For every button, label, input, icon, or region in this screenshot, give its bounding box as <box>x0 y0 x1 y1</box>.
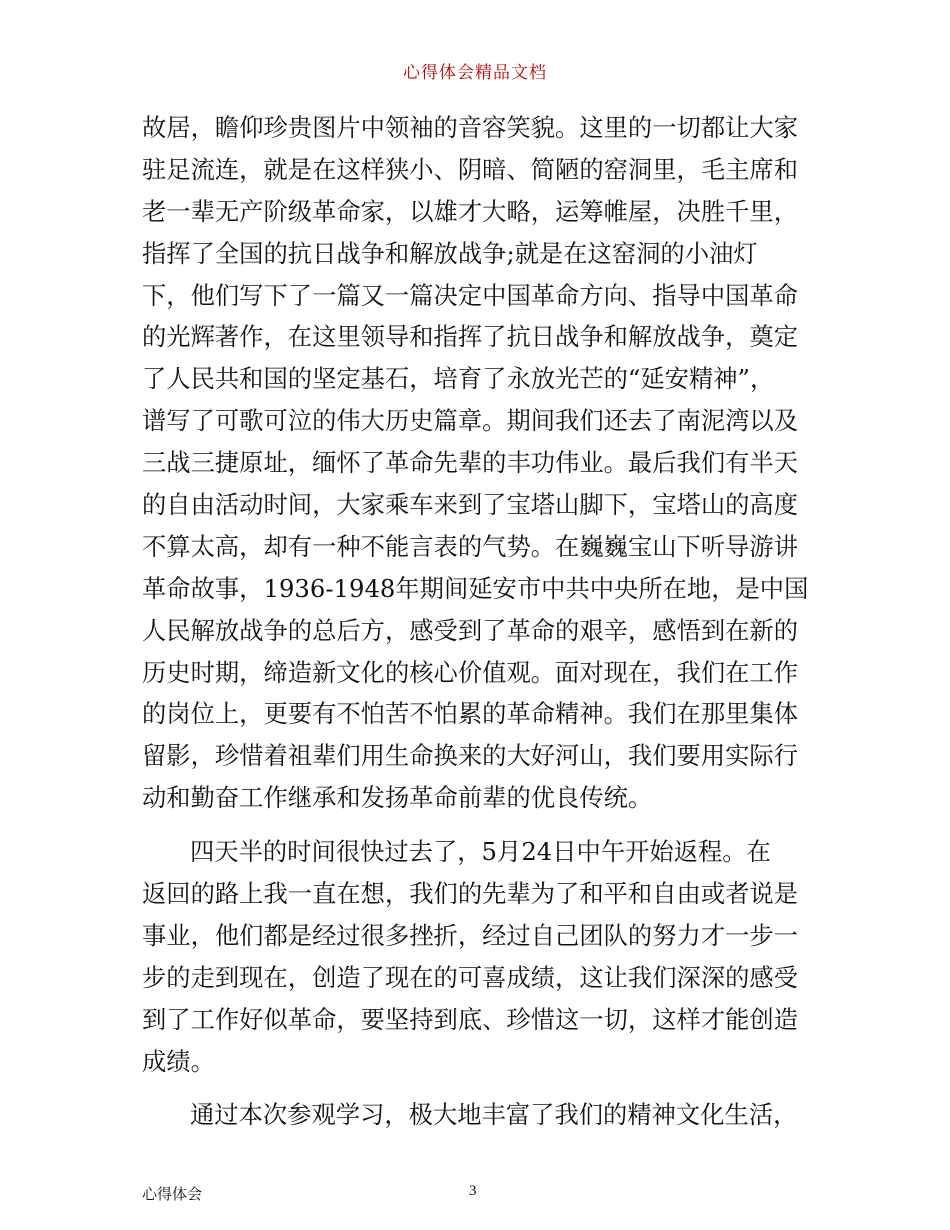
text-line: 人民解放战争的总后方，感受到了革命的艰辛，感悟到在新的 <box>142 615 799 645</box>
paragraph <box>142 831 812 1082</box>
text-line: 动和勤奋工作继承和发扬革命前辈的优良传统。 <box>142 783 653 813</box>
text-line: 四天半的时间很快过去了，5月24日中午开始返程。在 <box>190 837 771 867</box>
text-line: 的岗位上，更要有不怕苦不怕累的革命精神。我们在那里集体 <box>142 699 799 729</box>
text-line: 驻足流连，就是在这样狭小、阴暗、简陋的窑洞里，毛主席和 <box>142 154 799 184</box>
text-line: 革命故事，1936-1948年期间延安市中共中央所在地，是中国 <box>142 573 809 603</box>
text-line: 三战三捷原址，缅怀了革命先辈的丰功伟业。最后我们有半天 <box>142 448 799 478</box>
text-line: 步的走到现在，创造了现在的可喜成绩，这让我们深深的感受 <box>142 962 799 992</box>
text-line: 留影，珍惜着祖辈们用生命换来的大好河山，我们要用实际行 <box>142 741 799 771</box>
body-text <box>142 107 812 1136</box>
text-line: 到了工作好似革命，要坚持到底、珍惜这一切，这样才能创造 <box>142 1004 799 1034</box>
footer-label: 心得体会 <box>142 1185 203 1203</box>
text-line: 谱写了可歌可泣的伟大历史篇章。期间我们还去了南泥湾以及 <box>142 406 799 436</box>
text-line: 了人民共和国的坚定基石，培育了永放光芒的“延安精神”， <box>142 364 775 394</box>
text-line: 老一辈无产阶级革命家，以雄才大略，运筹帷屋，决胜千里， <box>142 196 799 226</box>
paragraph <box>142 107 812 819</box>
page-header: 心得体会精品文档 <box>403 63 547 83</box>
text-line: 的自由活动时间，大家乘车来到了宝塔山脚下，宝塔山的高度 <box>142 490 799 520</box>
text-line: 成绩。 <box>142 1046 215 1076</box>
text-line: 历史时期，缔造新文化的核心价值观。面对现在，我们在工作 <box>142 657 799 687</box>
paragraph <box>142 1094 812 1136</box>
text-line: 指挥了全国的抗日战争和解放战争;就是在这窑洞的小油灯 <box>142 238 758 268</box>
text-line: 事业，他们都是经过很多挫折，经过自己团队的努力才一步一 <box>142 920 799 950</box>
text-line: 通过本次参观学习，极大地丰富了我们的精神文化生活， <box>190 1100 798 1130</box>
paragraph-gap <box>142 1082 812 1094</box>
text-line: 返回的路上我一直在想，我们的先辈为了和平和自由或者说是 <box>142 879 799 909</box>
page-number: 3 <box>469 1183 477 1199</box>
text-line: 故居，瞻仰珍贵图片中领袖的音容笑貌。这里的一切都让大家 <box>142 113 799 142</box>
text-line: 的光辉著作，在这里领导和指挥了抗日战争和解放战争，奠定 <box>142 322 799 352</box>
text-line: 不算太高，却有一种不能言表的气势。在巍巍宝山下听导游讲 <box>142 531 799 561</box>
paragraph-gap <box>142 819 812 831</box>
text-line: 下，他们写下了一篇又一篇决定中国革命方向、指导中国革命 <box>142 280 799 310</box>
